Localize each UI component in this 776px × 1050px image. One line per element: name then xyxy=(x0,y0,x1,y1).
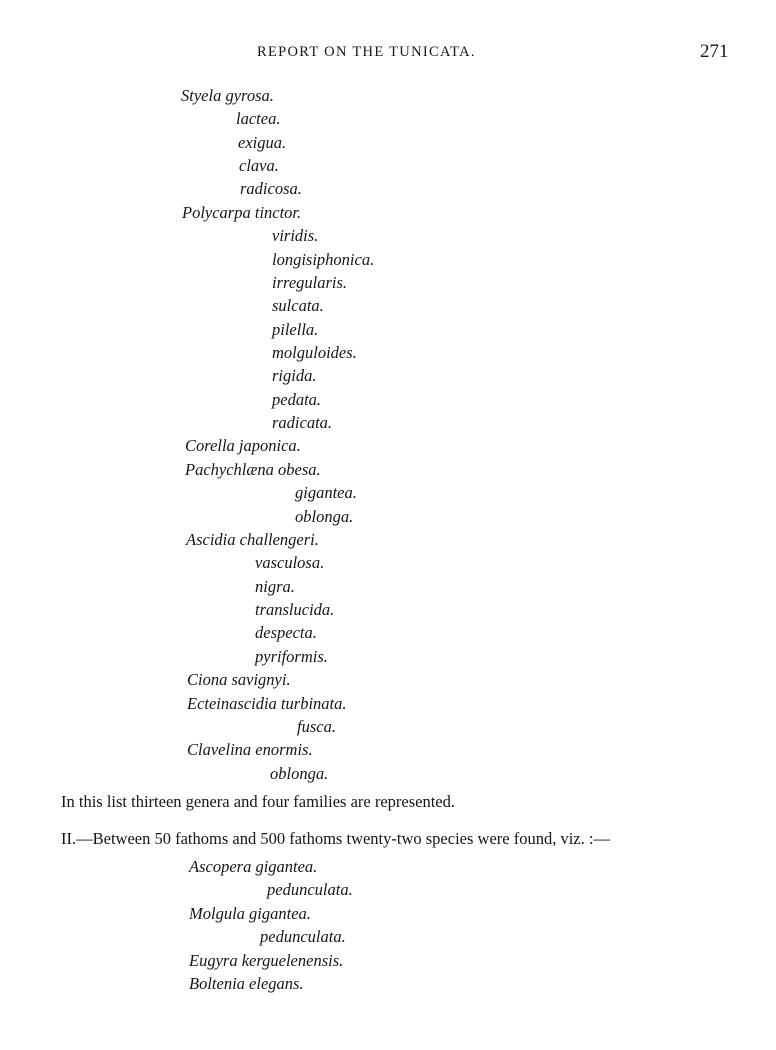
species-entry: Eugyra kerguelenensis. xyxy=(189,951,344,970)
species-entry: radicosa. xyxy=(240,179,302,198)
species-entry: Styela gyrosa. xyxy=(181,86,274,105)
page-number: 271 xyxy=(700,41,729,62)
species-entry: lactea. xyxy=(236,109,281,128)
species-entry: Corella japonica. xyxy=(185,436,301,455)
species-entry: pyriformis. xyxy=(255,647,328,666)
species-entry: sulcata. xyxy=(272,296,324,315)
species-entry: viridis. xyxy=(272,226,319,245)
species-entry: gigantea. xyxy=(295,483,357,502)
species-entry: oblonga. xyxy=(270,764,329,783)
species-entry: nigra. xyxy=(255,577,295,596)
species-entry: molguloides. xyxy=(272,343,357,362)
species-entry: pedunculata. xyxy=(260,927,346,946)
species-entry: Clavelina enormis. xyxy=(187,740,313,759)
species-entry: exigua. xyxy=(238,133,287,152)
species-entry: Ascopera gigantea. xyxy=(189,857,318,876)
species-entry: rigida. xyxy=(272,366,317,385)
species-entry: longisiphonica. xyxy=(272,250,375,269)
species-entry: Polycarpa tinctor. xyxy=(182,203,302,222)
species-entry: radicata. xyxy=(272,413,333,432)
species-entry: Boltenia elegans. xyxy=(189,974,304,993)
species-entry: pedunculata. xyxy=(267,880,353,899)
running-title: REPORT ON THE TUNICATA. xyxy=(257,44,476,60)
summary-paragraph: In this list thirteen genera and four families are represented. xyxy=(61,792,456,811)
species-entry: irregularis. xyxy=(272,273,348,292)
species-entry: clava. xyxy=(239,156,279,175)
section-two-heading: II.—Between 50 fathoms and 500 fathoms twenty-two species were found, viz. :— xyxy=(61,829,610,848)
species-entry: fusca. xyxy=(297,717,336,736)
species-entry: pilella. xyxy=(272,320,319,339)
species-entry: translucida. xyxy=(255,600,335,619)
species-entry: Ascidia challengeri. xyxy=(186,530,319,549)
species-entry: vasculosa. xyxy=(255,553,325,572)
running-header xyxy=(0,41,776,68)
species-entry: pedata. xyxy=(272,390,322,409)
species-entry: Ciona savignyi. xyxy=(187,670,291,689)
species-entry: Molgula gigantea. xyxy=(189,904,311,923)
species-entry: Ecteinascidia turbinata. xyxy=(187,694,347,713)
species-entry: despecta. xyxy=(255,623,317,642)
species-entry: oblonga. xyxy=(295,507,354,526)
species-entry: Pachychlæna obesa. xyxy=(185,460,321,479)
